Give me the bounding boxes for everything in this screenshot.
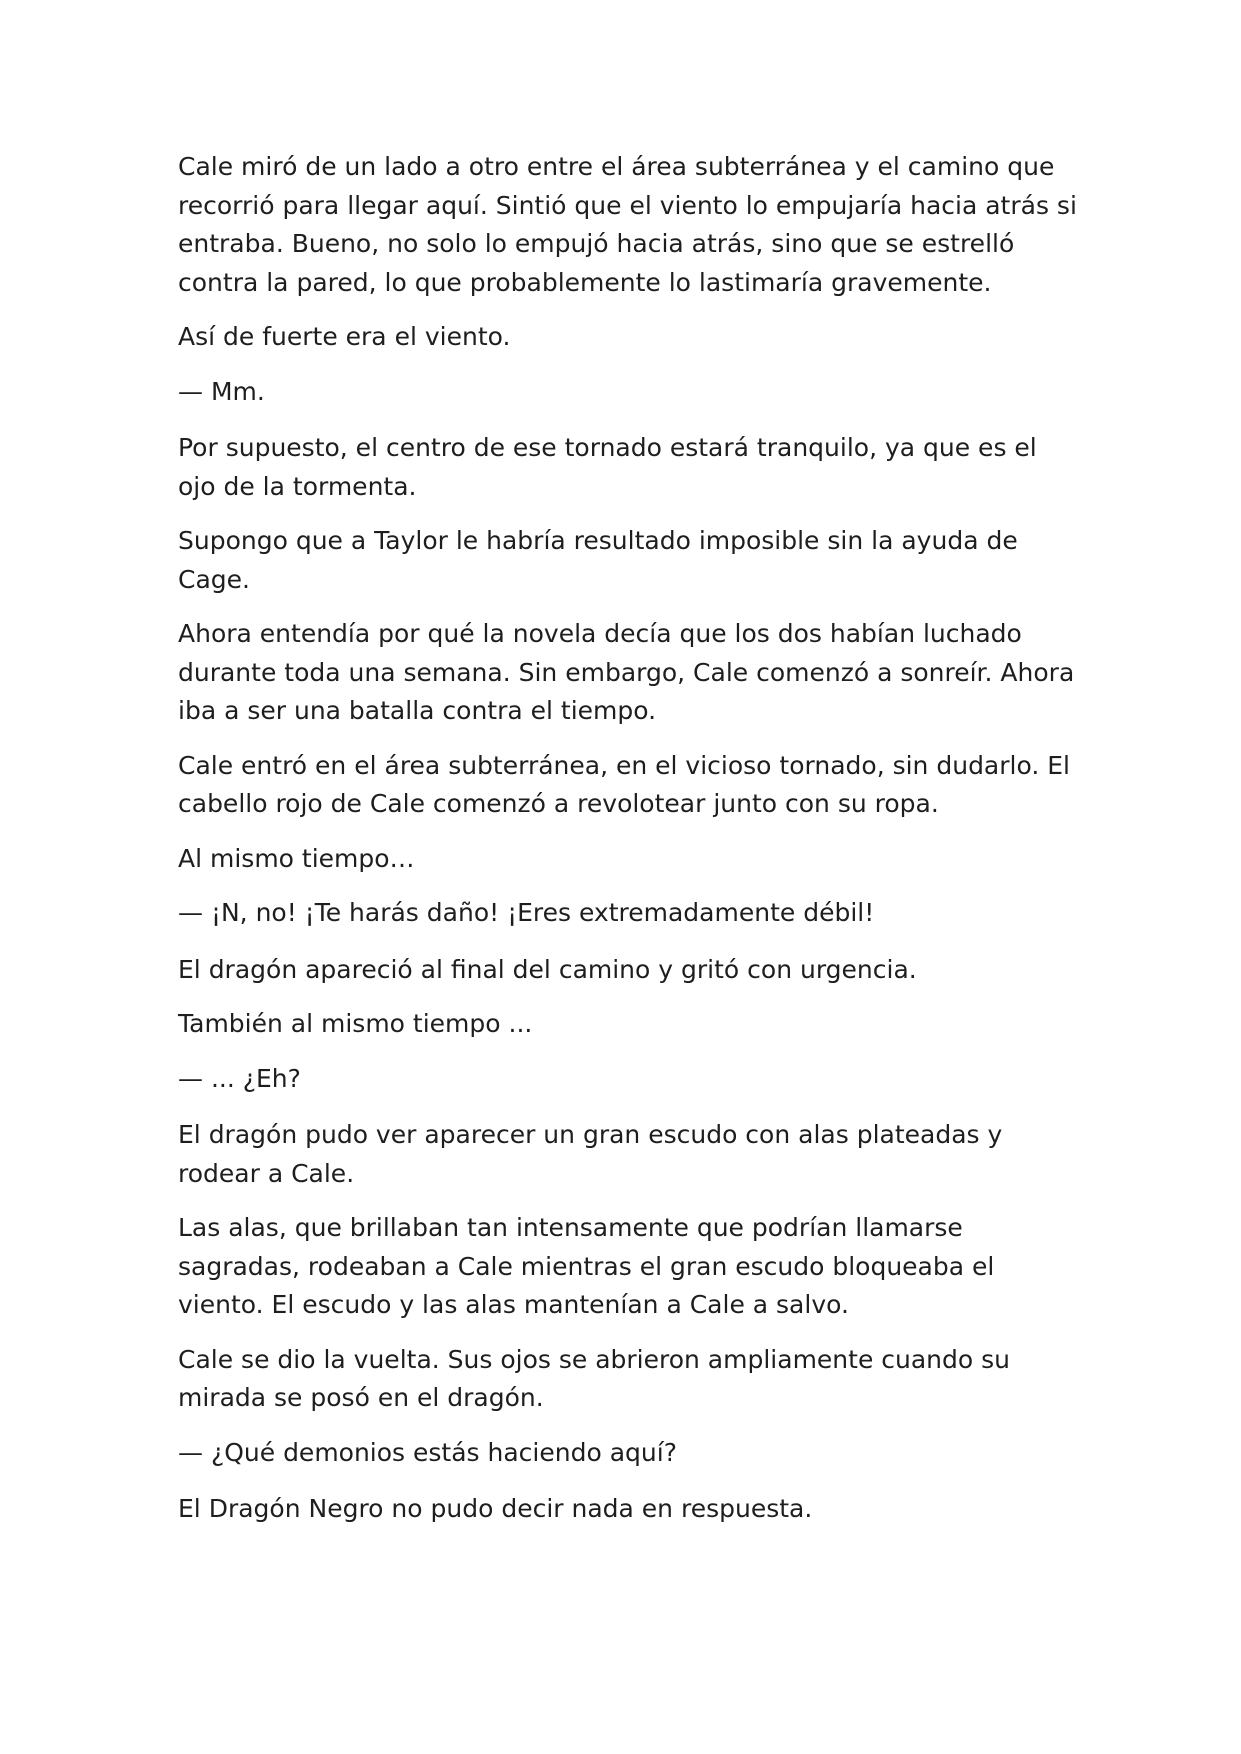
dialogue-line: — Mm. bbox=[178, 376, 265, 406]
dialogue-line: — ¿Qué demonios estás haciendo aquí? bbox=[178, 1437, 677, 1467]
paragraph: Cale miró de un lado a otro entre el área subterránea y el camino que recorrió para llegar aquí. Sintió que el viento lo empujaría hacia atrás si entraba. Bueno, no solo lo empujó hacia atrás, sino que se estrelló contra la pared, lo que probablemente lo lastimaría gravemente. bbox=[178, 152, 1077, 297]
paragraph: Las alas, que brillaban tan intensamente que podrían llamarse sagradas, rodeaban a Cale mientras el gran escudo bloqueaba el viento. El escudo y las alas mantenían a Cale a salvo. bbox=[178, 1213, 995, 1319]
paragraph: Ahora entendía por qué la novela decía que los dos habían luchado durante toda una semana. Sin embargo, Cale comenzó a sonreír. Ahora iba a ser una batalla contra el tiempo. bbox=[178, 619, 1075, 725]
paragraph: Supongo que a Taylor le habría resultado imposible sin la ayuda de Cage. bbox=[178, 526, 1018, 594]
paragraph: El dragón pudo ver aparecer un gran escudo con alas plateadas y rodear a Cale. bbox=[178, 1120, 1003, 1188]
paragraph: También al mismo tiempo ... bbox=[178, 1009, 533, 1038]
dialogue-line: — ¡N, no! ¡Te harás daño! ¡Eres extremadamente débil! bbox=[178, 898, 875, 927]
paragraph: Cale entró en el área subterránea, en el vicioso tornado, sin dudarlo. El cabello rojo de Cale comenzó a revolotear junto con su ropa. bbox=[178, 750, 1070, 818]
document-body bbox=[178, 148, 1078, 1545]
dialogue-line: — ... ¿Eh? bbox=[178, 1063, 301, 1093]
paragraph: El dragón apareció al final del camino y gritó con urgencia. bbox=[178, 954, 917, 984]
paragraph: Por supuesto, el centro de ese tornado estará tranquilo, ya que es el ojo de la tormenta. bbox=[178, 433, 1037, 501]
paragraph: El Dragón Negro no pudo decir nada en respuesta. bbox=[178, 1494, 813, 1523]
paragraph: Al mismo tiempo… bbox=[178, 843, 415, 873]
paragraph: Cale se dio la vuelta. Sus ojos se abrieron ampliamente cuando su mirada se posó en el dragón. bbox=[178, 1344, 1011, 1412]
paragraph: Así de fuerte era el viento. bbox=[178, 322, 511, 351]
